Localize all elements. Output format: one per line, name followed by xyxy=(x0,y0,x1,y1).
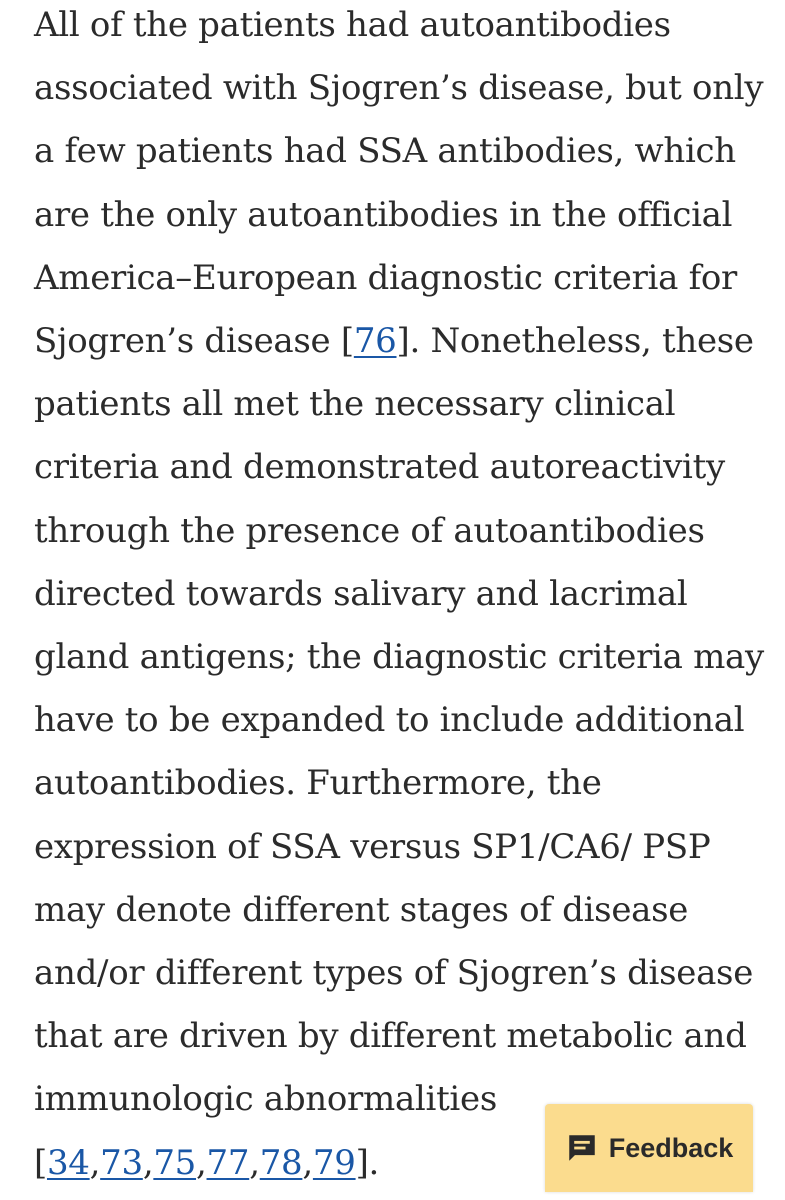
citation-link-34[interactable]: 34 xyxy=(46,1142,90,1183)
text-line: through the presence of autoantibodies xyxy=(34,510,705,551)
text-line: autoantibodies. Furthermore, the xyxy=(34,763,602,804)
citation-separator: , xyxy=(302,1142,313,1183)
citation-separator: , xyxy=(249,1142,260,1183)
citation-separator: , xyxy=(142,1142,154,1183)
text-line: expression of SSA versus SP1/CA6/ PSP xyxy=(34,826,711,867)
citation-link-76[interactable]: 76 xyxy=(353,321,397,362)
feedback-icon xyxy=(565,1131,599,1165)
text-line xyxy=(34,310,774,373)
text-line: have to be expanded to include additional xyxy=(34,700,745,741)
text-line: may denote different stages of disease xyxy=(34,889,689,930)
text-fragment: ]. Nonetheless, these xyxy=(396,321,754,362)
bracket-open: [ xyxy=(34,1142,47,1183)
text-fragment: Sjogren’s disease [ xyxy=(34,321,354,362)
text-line: patients all met the necessary clinical xyxy=(34,384,676,425)
bracket-close: ]. xyxy=(355,1142,380,1183)
text-line: that are driven by different metabolic and xyxy=(34,1016,747,1057)
text-line: All of the patients had autoantibodies xyxy=(34,5,671,45)
citation-separator: , xyxy=(196,1142,207,1183)
text-line: are the only autoantibodies in the official xyxy=(34,194,733,235)
text-line: associated with Sjogren’s disease, but only xyxy=(34,68,764,109)
article-paragraph xyxy=(34,0,774,1195)
feedback-button[interactable] xyxy=(545,1104,753,1192)
text-line: directed towards salivary and lacrimal xyxy=(34,573,688,614)
text-line: criteria and demonstrated autoreactivity xyxy=(34,447,725,488)
feedback-label: Feedback xyxy=(608,1132,734,1163)
citation-link-77[interactable]: 77 xyxy=(206,1142,250,1183)
citation-link-78[interactable]: 78 xyxy=(259,1142,303,1183)
text-line: a few patients had SSA antibodies, which xyxy=(34,131,736,172)
text-line: and/or different types of Sjogren’s disease xyxy=(34,953,754,994)
citation-link-79[interactable]: 79 xyxy=(312,1142,356,1183)
text-line: America–European diagnostic criteria for xyxy=(34,257,737,298)
citation-link-75[interactable]: 75 xyxy=(153,1142,197,1183)
citation-separator: , xyxy=(89,1142,101,1183)
text-line: immunologic abnormalities xyxy=(34,1079,497,1120)
citation-link-73[interactable]: 73 xyxy=(100,1142,143,1183)
text-line: gland antigens; the diagnostic criteria may xyxy=(34,637,764,678)
